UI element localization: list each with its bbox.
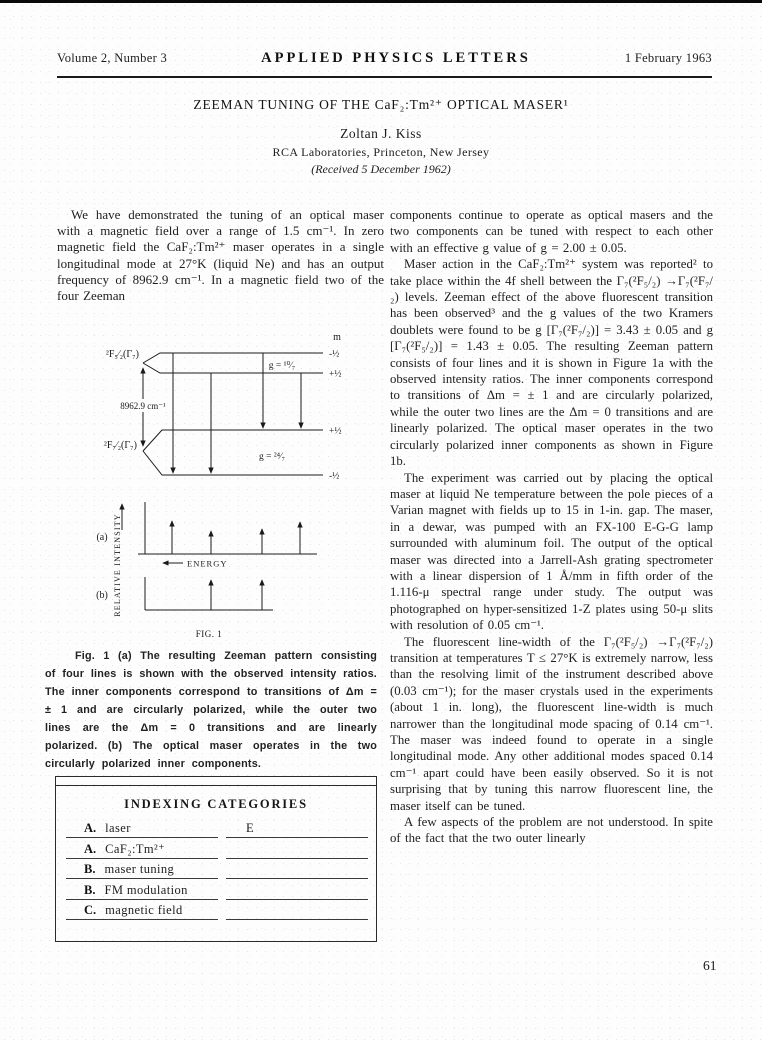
m-lower-top-label: +½ [329,426,342,437]
indexing-row [66,858,368,879]
upper-term-label: ²F₅⁄₂(Γ₇) [105,349,139,360]
body-paragraph: We have demonstrated the tuning of an optical maser with a magnetic field over a range of 1.5 cm⁻¹. In zero magnetic field the CaF₂:Tm²⁺ maser operates in a single longitudinal mode at 27°K (liquid Ne) and has an output frequency of 8962.9 cm⁻¹. In a magnetic field two of the four Zeeman [57,207,384,304]
issue-date: 1 February 1963 [624,51,712,65]
m-axis-label: m [333,332,341,343]
figure-number-label: FIG. 1 [195,629,223,639]
m-upper-top-label: -½ [329,349,340,360]
row-term: maser tuning [104,862,175,876]
y-axis-label: RELATIVE INTENSITY [113,513,122,617]
body-paragraph: Maser action in the CaF₂:Tm²⁺ system was reported² to take place within the 4f shell between the Γ₇(²F₅/₂) →Γ₇(²F₇/₂) levels. Zeeman effect of the above fluorescent transition has been observed³ and the g values of the two Kramers doublets were found to be g [Γ₇(²F₇/₂)] = 3.43 ± 0.05 and g [Γ₇(²F₅/₂)] = 1.43 ± 0.05. The resulting Zeeman pattern consists of four lines and it is shown in Figure 1a with the observed intensity ratios. The inner components correspond to transitions of Δm = ± 1 and are circularly polarized, while the outer two lines are the Δm = 0 transitions and are linearly polarized. The optical maser operates in the two circularly polarized inner components as shown in Figure 1b. [390,257,713,469]
spectrum-a [96,502,317,569]
scan-edge-bar [0,0,762,3]
box-inner-rule [56,785,376,786]
row-letter: A. [84,841,97,856]
lower-g-label: g = ²⁴⁄₇ [259,452,285,462]
author-affiliation: RCA Laboratories, Princeton, New Jersey [272,145,490,159]
indexing-title: INDEXING CATEGORIES [124,797,308,811]
right-column [390,207,713,847]
received-date: (Received 5 December 1962) [311,162,451,176]
body-paragraph: A few aspects of the problem are not understood. In spite of the fact that the two outer linearly [390,815,713,846]
row-term: laser [105,821,131,835]
row-letter: B. [84,882,96,897]
article-title: ZEEMAN TUNING OF THE CaF₂:Tm²⁺ OPTICAL MASER¹ [193,97,569,112]
energy-level-diagram [104,332,342,482]
row-term: FM modulation [104,882,188,897]
lower-level-lines [143,430,323,475]
body-paragraph: The experiment was carried out by placing the optical maser at liquid Ne temperature between the pole pieces of a Varian magnet with fields up to 15 in 1-in. gap. The maser, in a dewar, was pumped with an FX-100 E-G-G lamp surrounded with aluminum foil. The output of the optical maser was directed into a Jarrell-Ash grating spectrometer with a linear dispersion of 1 Å/mm in fifth order of the 1.116-μ spectral range under study. The output was photographed on hyper-sensitized 1-Z plates using 50-μ slits with resolution of 0.05 cm⁻¹. [390,470,713,633]
spectrum-b [96,577,273,639]
row-term: CaF₂:Tm²⁺ [105,841,166,856]
lower-term-label: ²F₇⁄₂(Γ₇) [103,440,137,451]
m-upper-bottom-label: +½ [329,369,342,380]
row-right-field: E [226,821,368,838]
volume-number: Volume 2, Number 3 [57,51,168,65]
indexing-row [66,879,368,900]
intensity-axis [113,504,122,617]
upper-g-label: g = ¹⁰⁄₇ [268,361,296,371]
figure-caption: Fig. 1 (a) The resulting Zeeman pattern consisting of four lines is shown with the observed intensity ratios. The inner components correspond to transitions of Δm = ± 1 and are circularly polarized, while the outer two lines are the Δm = 0 transitions and are linearly polarized. (b) The optical maser operates in the two circularly polarized inner components. [45,650,377,770]
panel-b-label: (b) [96,590,108,601]
m-lower-bottom-label: -½ [329,471,340,482]
body-paragraph: The fluorescent line-width of the Γ₇(²F₅/₂) →Γ₇(²F₇/₂) transition at temperatures T ≤ 27°K is extremely narrow, less than the resolving limit of the instrument described above (0.03 cm⁻¹); for the maser crystals used in the experiments (about 1 in. long), the fluorescent line-width is much narrower than the longitudinal mode spacing of 0.14 cm⁻¹. The maser was indeed found to operate in a single longitudinal mode. Any other additional modes spaced 0.14 cm⁻¹ apart could have been easily observed. So it is not surprising that by tuning this narrow fluorescent line, the maser itself can be tuned. [390,634,713,813]
figure-1 [57,332,384,647]
row-right-field [226,918,368,920]
running-head [57,50,712,67]
indexing-row [66,817,368,838]
journal-title: APPLIED PHYSICS LETTERS [261,50,531,66]
row-term: magnetic field [105,903,183,917]
row-letter: A. [84,821,97,835]
upper-level-lines [143,353,323,373]
indexing-row [66,899,368,920]
article-author: Zoltan J. Kiss [340,126,422,141]
header-rule [57,76,712,78]
x-axis-label: ENERGY [187,558,228,569]
splitting-label: 8962.9 cm⁻¹ [120,401,166,411]
left-column [57,207,384,304]
page-number: 61 [703,958,717,973]
indexing-row [66,838,368,859]
body-paragraph: components continue to operate as optical masers and the two components can be tuned with respect to each other with an effective g value of g = 2.00 ± 0.05. [390,208,713,255]
row-letter: B. [84,862,96,876]
row-letter: C. [84,903,97,917]
panel-a-label: (a) [96,532,108,543]
indexing-categories-box [55,776,377,942]
